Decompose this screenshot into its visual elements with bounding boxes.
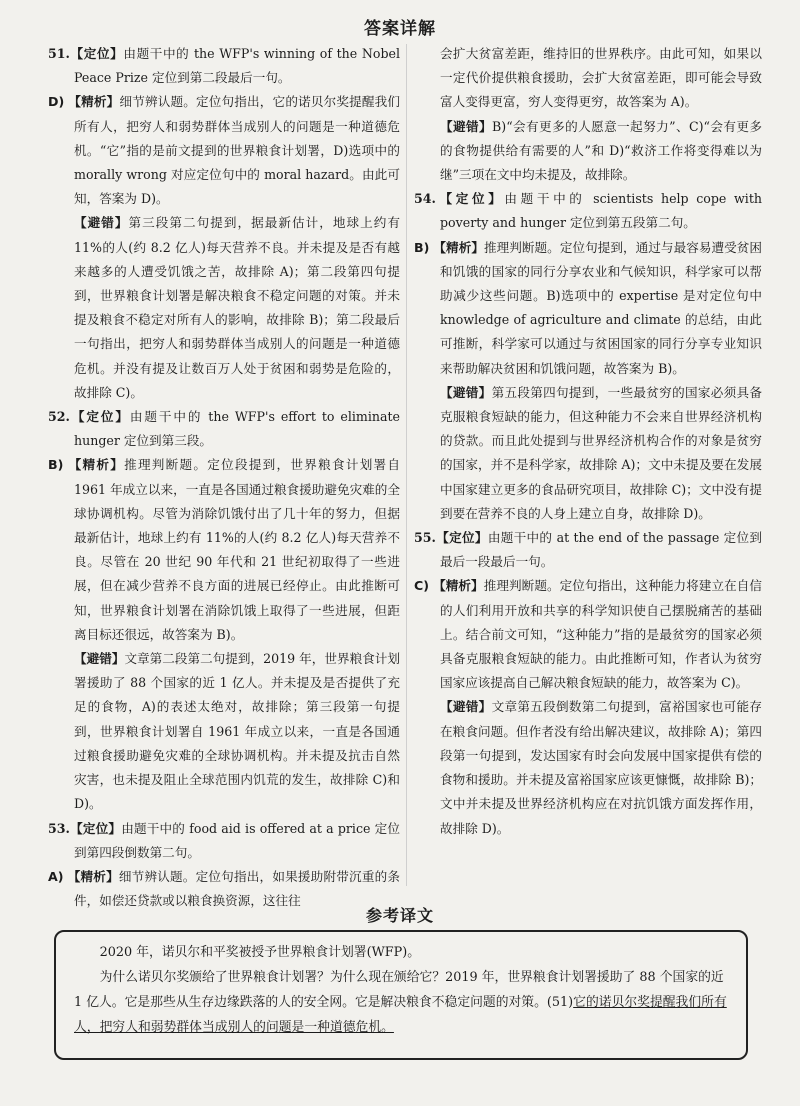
q51-locate: 51.【定位】由题干中的 the WFP's winning of the Nobel Peace Prize 定位到第二段最后一句。: [48, 46, 401, 86]
section-title-answers: 答案详解: [364, 19, 436, 39]
column-divider: [406, 44, 407, 886]
left-column: [48, 42, 401, 909]
q53-analysis: A) 【精析】细节辨认题。定位句指出，如果援助附带沉重的条件，如偿还贷款或以粮食换资源，这往往: [48, 868, 401, 909]
underlined-answer-sentence: 它的诺贝尔奖提醒我们所有人，把穷人和弱势群体当成别人的问题是一种道德危机。: [74, 995, 727, 1035]
q54-locate: 54.【定位】由题干中的 scientists help cope with poverty and hunger 定位到第五段第二句。: [414, 191, 762, 231]
translation-paragraph-2: 为什么诺贝尔奖颁给了世界粮食计划署？为什么现在颁给它？2019 年，世界粮食计划署援助了 88 个国家的近 1 亿人。它是那些从生存边缘跌落的人的安全网。它是解决粮食不稳定问题的对策。(51)它的诺贝尔奖提醒我们所有人，把穷人和弱势群体当成别人的问题是一种道德危机。: [74, 970, 727, 1035]
q55-analysis: C) 【精析】推理判断题。定位句指出，这种能力将建立在自信的人们利用开放和共享的科学知识使自己摆脱痛苦的基础上。结合前文可知，“这种能力”指的是最贫穷的国家必须具备克服粮食短缺的能力。由此推断可知，作者认为贫穷国家应该提高自己解决粮食短缺的能力，故答案为 C)。: [414, 578, 763, 691]
q54-avoid-error: 【避错】第五段第四句提到，一些最贫穷的国家必须具备克服粮食短缺的能力，但这种能力不会来自世界经济机构的贷款。而且此处提到与世界经济机构合作的对象是贫穷的国家，并不是科学家，故排除 A)；文中未提及要在发展中国家建立更多的食品研究项目，故排除 C)；文中没有提到要在营养不良的人身上建立自身，故排除 D)。: [440, 384, 763, 521]
q51-analysis: D) 【精析】细节辨认题。定位句指出，它的诺贝尔奖提醒我们所有人，把穷人和弱势群体当成别人的问题是一种道德危机。“它”指的是前文提到的世界粮食计划署，D)选项中的 morally wrong 对应定位句中的 moral hazard。由此可知，答案为 D)。: [48, 94, 400, 207]
q53-avoid-error: 【避错】B)“会有更多的人愿意一起努力”、C)“会有更多的食物提供给有需要的人”和 D)“救济工作将变得难以为继”三项在文中均未提及，故排除。: [440, 118, 762, 183]
q53-analysis-continued: 会扩大贫富差距，维持旧的世界秩序。由此可知，如果以一定代价提供粮食援助，会扩大贫富差距，即可能会导致富人变得更富，穷人变得更穷，故答案为 A)。: [440, 46, 762, 110]
section-title-translation: 参考译文: [365, 906, 434, 925]
translation-box: [54, 930, 748, 1060]
q55-avoid-error: 【避错】文章第五段倒数第二句提到，富裕国家也可能存在粮食问题。但作者没有给出解决建议，故排除 A)；第四段第一句提到，发达国家有时会向发展中国家提供有偿的食物和援助。并未提及富裕国家应该更慷慨，故排除 B)；文中并未提及世界经济机构应在对抗饥饿方面发挥作用，故排除 D)。: [440, 699, 763, 836]
q52-avoid-error: 【避错】文章第二段第二句提到，2019 年，世界粮食计划署援助了 88 个国家的近 1 亿人。并未提及是否提供了充足的食物，A)的表述太绝对，故排除；第三段第一句提到，世界粮食计划署自 1961 年成立以来，一直是各国通过粮食援助避免灾难的全球协调机构。并未提及抗击自然灾害，也未提及阻止全球范围内饥荒的发生，故排除 C)和 D)。: [74, 651, 401, 812]
right-column: [414, 42, 762, 892]
q51-avoid-error: 【避错】第三段第二句提到，据最新估计，地球上约有11%的人(约 8.2 亿人)每天营养不良。并未提及是否有越来越多的人遭受饥饿之苦，故排除 A)；第二段第四句提到，世界粮食计划署是解决粮食不稳定问题的对策。并未提及粮食不稳定对所有人的影响，故排除 B)；第二段最后一句指出，把穷人和弱势群体当成别人的问题是一种道德危机。并没有提及让数百万人处于贫困和弱势是危险的，故排除 C)。: [74, 215, 401, 400]
q53-locate: 53.【定位】由题干中的 food aid is offered at a price 定位到第四段倒数第二句。: [48, 820, 401, 860]
q55-locate: 55.【定位】由题干中的 at the end of the passage 定位到最后一段最后一句。: [414, 530, 763, 570]
q54-analysis: B) 【精析】推理判断题。定位句提到，通过与最容易遭受贫困和饥饿的国家的同行分享农业和气候知识，科学家可以帮助减少这些问题。B)选项中的 expertise 是对定位句中 knowledge of agriculture and climate 的总结，由此可推断，科学家可以通过与贫困国家的同行分享专业知识来帮助解决贫困和饥饿问题，故答案为 B)。: [414, 239, 763, 376]
translation-paragraph-1: 2020 年，诺贝尔和平奖被授予世界粮食计划署(WFP)。: [99, 945, 420, 960]
q52-analysis: B) 【精析】推理判断题。定位段提到，世界粮食计划署自 1961 年成立以来，一直是各国通过粮食援助避免灾难的全球协调机构。尽管为消除饥饿付出了几十年的努力，但据最新估计，地球上约有 11%的人(约 8.2 亿人)每天营养不良。尽管在 20 世纪 90 年代和 21 世纪初取得了一些进展，但在减少营养不良方面的进展已经停止。由此推断可知，世界粮食计划署在消除饥饿上取得了一些进展，但距离目标还很远，故答案为 B)。: [48, 457, 400, 642]
q52-locate: 52.【定位】由题干中的 the WFP's effort to eliminate hunger 定位到第三段。: [48, 409, 400, 449]
